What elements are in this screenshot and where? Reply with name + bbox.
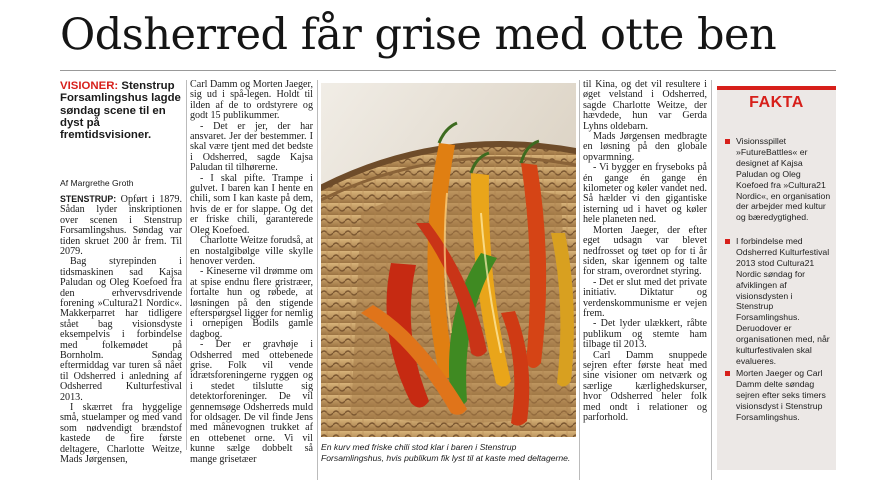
dateline: STENSTRUP:	[60, 193, 117, 204]
chili-basket-photo	[321, 83, 576, 437]
lede	[60, 80, 182, 141]
paragraph: Mads Jørgensen medbragte en løsning på den globale opvarmning.	[583, 131, 707, 163]
fakta-item: I forbindelse med Odsherred Kulturfestival 2013 stod Cultura21 Nordic søndag for afviklingen af visionsdysten i Stenstrup Forsamlingshus. Deruodover er organisationen med, når kulturfestivalen skal evalueres.	[725, 236, 831, 367]
paragraph: - I skal pifte. Trampe i gulvet. I baren kan I hente en chili, som I kan kaste på dem, hvis de er for slappe. Og det er friske chili, garanterede Oleg Koefoed.	[190, 172, 313, 236]
paragraph: - Det lyder ulækkert, råbte publikum og stemte ham tilbage til 2013.	[583, 318, 707, 351]
paragraph: - Det er jer, der har ansvaret. Jer der bestemmer. I skal være tjent med det bedste i Odsherred, sagde Kajsa Paludan til tilhørerne.	[190, 120, 313, 174]
headline-rule	[60, 70, 836, 71]
chili-basket-illustration	[321, 83, 576, 437]
paragraph: til Kina, og det vil resultere i øget velstand i Odsherred, sagde Charlotte Weitze, der hævdede, hun var Gerda Lyhns oldebarn.	[583, 79, 707, 132]
paragraph: - Der er gravhøje i Odsherred med ottebenede grise. Folk vil vende idrætsforeningerne ryggen og i stedet tilslutte sig detektorforeninger. De vil gennemsøge Odsherreds muld for oldsager. De vil finde Jens med månevognen trukket af en ottebenet orne. Vi vil kunne sælge dobbelt så mange grisetæer	[190, 339, 313, 465]
bullet-square-icon	[725, 371, 730, 376]
bullet-square-icon	[725, 239, 730, 244]
column-divider	[711, 80, 712, 480]
paragraph: STENSTRUP: Opført i 1879. Sådan lyder inskriptionen over scenen i Stenstrup Forsamlingshus. Søndag var tiden skruet 200 år frem. Til 2079.	[60, 193, 182, 257]
article-column-2	[190, 80, 313, 465]
paragraph: Carl Damm og Morten Jaeger, sig ud i spå-legen. Holdt til ilden af de to ordstyrere og godt 15 publikummer.	[190, 79, 313, 122]
article-column-4	[583, 80, 707, 423]
fakta-box	[717, 86, 836, 470]
paragraph: Charlotte Weitze forudså, at en nostalgibølge ville skylle henover verden.	[190, 235, 313, 267]
fakta-title: FAKTA	[717, 86, 836, 116]
paragraph: - Det er slut med det private initiativ. Diktatur og verdenskommunisme er vejen frem.	[583, 276, 707, 319]
paragraph: I skærret fra hyggelige små, stuelamper og med vand som nødvendigt brændstof kastede de fire første deltagere, Charlotte Weitze, Mads Jørgensen,	[60, 402, 182, 466]
headline: Odsherred får grise med otte ben	[60, 10, 777, 60]
photo-caption: En kurv med friske chili stod klar i baren i Stenstrup Forsamlingshus, hvis publikum fik lyst til at kaste med deltagerne.	[321, 442, 571, 463]
paragraph: - Kineserne vil drømme om at spise endnu flere gristræer, fortalte hun og røbede, at løsningen på den stigende efterspørgsel ligger for nemlig i ornepigen Bodils gamle dagbog.	[190, 266, 313, 340]
paragraph: - Vi bygger en fryseboks på én gange én gange én kilometer og køler vandet ned. Så hælder vi den gigantiske isterning ud i havet og køler hele planeten ned.	[583, 162, 707, 226]
lede-kicker: VISIONER:	[60, 80, 119, 92]
paragraph: Morten Jaeger, der efter eget udsagn var blevet nedfrosset og tøet op for ti år siden, skar igennem og talte for stram, overordnet styring.	[583, 224, 707, 278]
column-divider	[579, 80, 580, 480]
lede-text: Stenstrup Forsamlingshus lagde søndag scene til en dyst på fremtidsvisioner.	[60, 80, 181, 142]
paragraph: Carl Damm snuppede sejren efter første heat med sine visioner om netværk og særlige kærlighedskurser, hvor Odsherred heler folk med ondt i relationer og parforhold.	[583, 349, 707, 423]
paragraph: Bag styrepinden i tidsmaskinen sad Kajsa Paludan og Oleg Koefoed fra den erhvervsdrivende forening »Cultura21 Nordic«. Makkerparret har tidligere stået bag visionsdyste eksempelvis i forbindelse med folkemødet på Bornholm. Søndag eftermiddag var turen så nået til Odsherred i anledning af Odsherred Kulturfestival 2013.	[60, 256, 182, 403]
column-divider	[317, 80, 318, 480]
column-divider	[186, 80, 187, 450]
fakta-item: Visionsspillet »FutureBattles« er designet af Kajsa Paludan og Oleg Koefoed fra »Cultura21 Nordic«, en organisation der arbejder med kultur og bæredygtighed.	[725, 136, 831, 223]
byline: Af Margrethe Groth	[60, 178, 134, 189]
article-column-1	[60, 80, 182, 465]
fakta-item: Morten Jaeger og Carl Damm delte søndag sejren efter seks timers visionsdyst i Stenstrup Forsamlingshus.	[725, 368, 831, 423]
bullet-square-icon	[725, 139, 730, 144]
